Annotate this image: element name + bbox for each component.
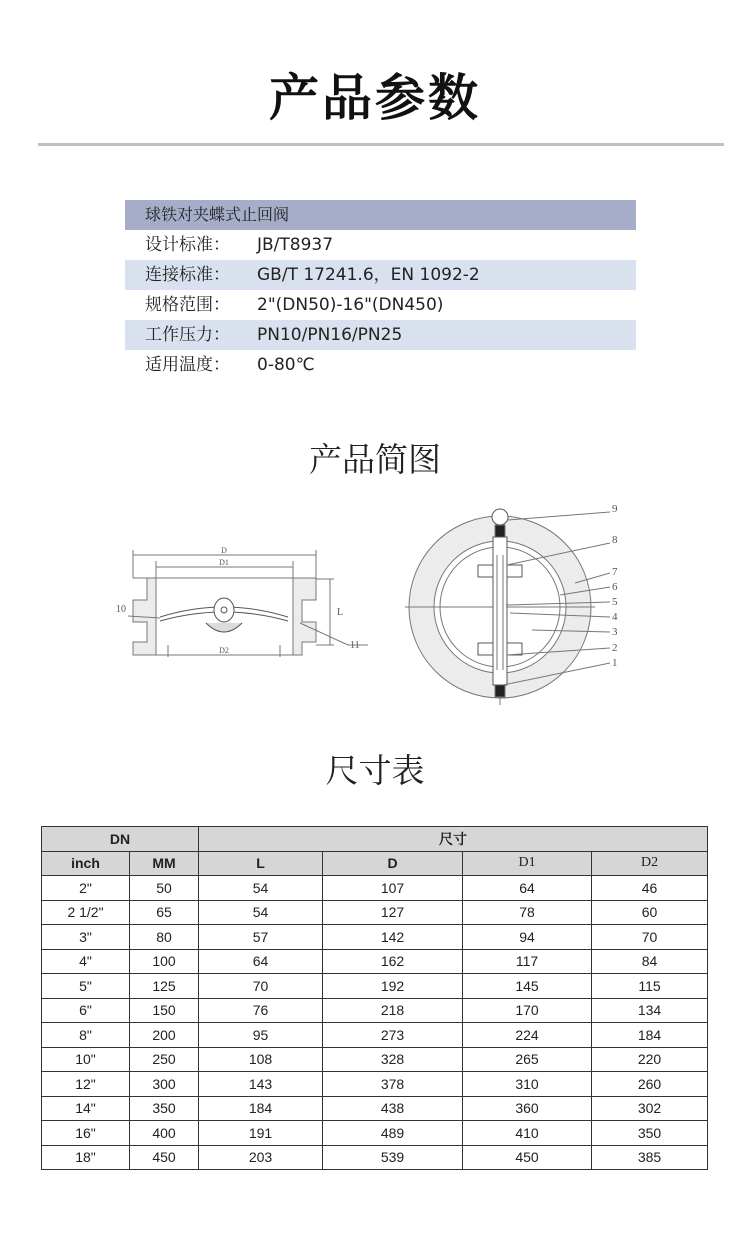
side-label-11: 11 [350,640,360,651]
table-cell: 450 [463,1145,592,1170]
table-cell: 6" [42,998,130,1023]
size-group-header: 尺寸 [199,827,708,852]
table-cell: 410 [463,1121,592,1146]
spec-label: 规格范围： [145,295,230,315]
table-row [42,1072,708,1097]
front-label-9: 9 [612,503,618,515]
table-cell: 224 [463,1023,592,1048]
table-cell: 3" [42,925,130,950]
table-cell: 145 [463,974,592,999]
table-cell: 70 [592,925,708,950]
table-cell: 80 [130,925,199,950]
front-label-3: 3 [612,626,618,638]
side-view-drawing [128,550,368,657]
table-row [42,1145,708,1170]
front-label-5: 5 [612,596,618,608]
spec-value: JB/T8937 [257,235,334,255]
spec-header: 球铁对夹蝶式止回阀 [125,200,636,230]
table-cell: 150 [130,998,199,1023]
col-header-d2: D2 [592,851,708,876]
spec-label: 适用温度： [145,355,230,375]
col-header-l: L [199,851,323,876]
table-cell: 50 [130,876,199,901]
table-cell: 184 [592,1023,708,1048]
table-row [42,900,708,925]
table-cell: 400 [130,1121,199,1146]
table-cell: 260 [592,1072,708,1097]
front-label-6: 6 [612,581,618,593]
table-cell: 12" [42,1072,130,1097]
side-label-d1: D1 [219,558,229,567]
table-cell: 94 [463,925,592,950]
table-cell: 300 [130,1072,199,1097]
front-view-drawing [405,509,610,705]
table-cell: 108 [199,1047,323,1072]
table-cell: 328 [323,1047,463,1072]
table-cell: 65 [130,900,199,925]
side-label-d: D [221,546,227,555]
table-cell: 76 [199,998,323,1023]
spec-value: 2"(DN50)-16"(DN450) [257,295,444,315]
table-row [42,974,708,999]
title-divider [38,143,724,146]
table-cell: 265 [463,1047,592,1072]
table-cell: 350 [130,1096,199,1121]
spec-value: 0-80℃ [257,355,315,375]
table-row [42,949,708,974]
spec-value: GB/T 17241.6，EN 1092-2 [257,265,480,285]
table-row [42,998,708,1023]
table-cell: 191 [199,1121,323,1146]
spec-label: 连接标准： [145,265,230,285]
front-label-7: 7 [612,566,618,578]
table-cell: 192 [323,974,463,999]
table-cell: 16" [42,1121,130,1146]
table-cell: 489 [323,1121,463,1146]
table-cell: 200 [130,1023,199,1048]
table-cell: 378 [323,1072,463,1097]
front-label-8: 8 [612,534,618,546]
spec-row-range [125,290,636,320]
table-row [42,1121,708,1146]
table-cell: 162 [323,949,463,974]
table-cell: 5" [42,974,130,999]
spec-value: PN10/PN16/PN25 [257,325,403,345]
table-cell: 170 [463,998,592,1023]
table-cell: 117 [463,949,592,974]
table-cell: 220 [592,1047,708,1072]
table-cell: 78 [463,900,592,925]
table-cell: 310 [463,1072,592,1097]
table-cell: 2 1/2" [42,900,130,925]
table-cell: 100 [130,949,199,974]
table-cell: 8" [42,1023,130,1048]
table-cell: 539 [323,1145,463,1170]
table-row [42,876,708,901]
table-cell: 250 [130,1047,199,1072]
table-cell: 184 [199,1096,323,1121]
table-row [42,925,708,950]
table-cell: 450 [130,1145,199,1170]
table-cell: 127 [323,900,463,925]
spec-row-connection [125,260,636,290]
table-cell: 18" [42,1145,130,1170]
side-label-10: 10 [116,604,126,615]
front-label-4: 4 [612,611,618,623]
spec-row-standard [125,230,636,260]
table-cell: 107 [323,876,463,901]
table-cell: 70 [199,974,323,999]
table-group-header [42,827,708,852]
spec-row-temperature [125,350,636,380]
col-header-d1: D1 [463,851,592,876]
table-cell: 57 [199,925,323,950]
table-cell: 350 [592,1121,708,1146]
front-label-1: 1 [612,657,618,669]
table-cell: 64 [463,876,592,901]
product-diagram [0,495,750,720]
table-cell: 2" [42,876,130,901]
table-cell: 95 [199,1023,323,1048]
spec-table [125,200,636,380]
table-cell: 438 [323,1096,463,1121]
table-cell: 218 [323,998,463,1023]
table-cell: 134 [592,998,708,1023]
diagram-title: 产品简图 [309,440,441,479]
table-cell: 54 [199,900,323,925]
page-title: 产品参数 [269,69,481,127]
table-cell: 115 [592,974,708,999]
side-label-d2: D2 [219,646,229,655]
table-cell: 10" [42,1047,130,1072]
table-cell: 60 [592,900,708,925]
table-cell: 4" [42,949,130,974]
spec-row-pressure [125,320,636,350]
table-cell: 142 [323,925,463,950]
spec-label: 设计标准： [145,235,230,255]
table-column-header [42,851,708,876]
table-body [42,876,708,1170]
table-cell: 273 [323,1023,463,1048]
table-cell: 203 [199,1145,323,1170]
table-cell: 46 [592,876,708,901]
table-cell: 143 [199,1072,323,1097]
table-cell: 125 [130,974,199,999]
table-row [42,1096,708,1121]
front-label-2: 2 [612,642,618,654]
col-header-inch: inch [42,851,130,876]
side-label-l: L [337,607,344,618]
col-header-d: D [323,851,463,876]
dimension-table [41,826,708,1170]
table-cell: 64 [199,949,323,974]
col-header-mm: MM [130,851,199,876]
table-cell: 54 [199,876,323,901]
dn-group-header: DN [42,827,199,852]
table-cell: 14" [42,1096,130,1121]
dimension-title: 尺寸表 [325,751,425,790]
table-cell: 385 [592,1145,708,1170]
table-cell: 84 [592,949,708,974]
table-row [42,1023,708,1048]
table-cell: 302 [592,1096,708,1121]
table-cell: 360 [463,1096,592,1121]
spec-label: 工作压力： [145,325,230,345]
table-row [42,1047,708,1072]
